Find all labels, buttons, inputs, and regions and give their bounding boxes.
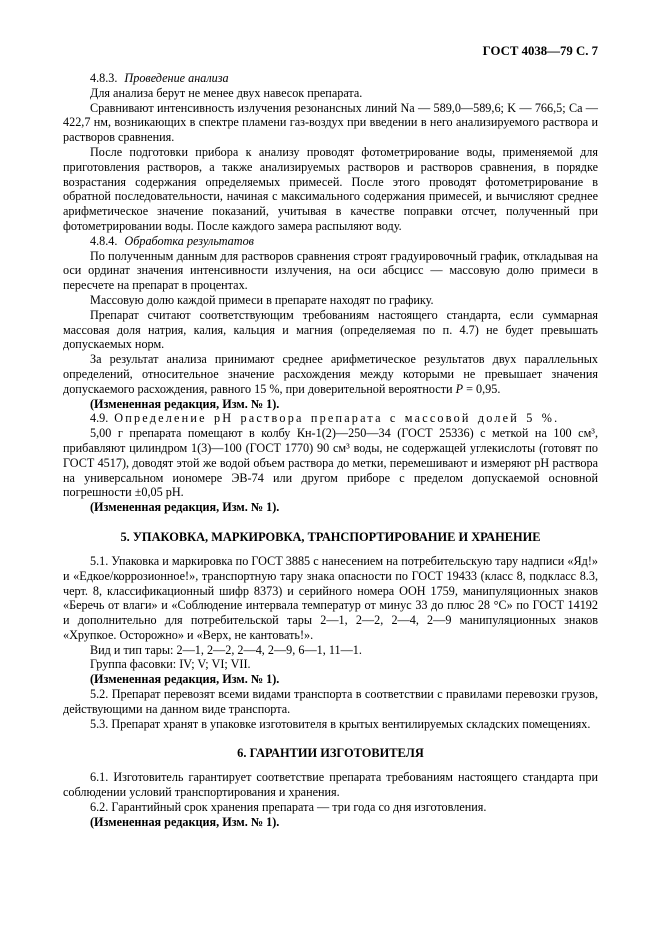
section-5-heading: 5. УПАКОВКА, МАРКИРОВКА, ТРАНСПОРТИРОВАНИЕ И ХРАНЕНИЕ [120, 529, 541, 544]
result-text-after: = 0,95. [463, 381, 501, 396]
paragraph-4-8-4-2: Массовую долю каждой примеси в препарате находят по графику. [90, 292, 434, 307]
result-text-before: За результат анализа принимают среднее арифметическое результатов двух параллельных определений, относительное значение расхождения между которыми не превышает значения допускаемого расхождения, равного 15 %, при доверительной вероятности [63, 352, 598, 396]
paragraph-4-8-3-1: Для анализа берут не менее двух навесок препарата. [90, 85, 363, 100]
amendment-note-2: (Измененная редакция, Изм. № 1). [90, 500, 280, 515]
section-6-heading: 6. ГАРАНТИИ ИЗГОТОВИТЕЛЯ [237, 746, 424, 761]
clause-4-8-3-number: 4.8.3. [90, 71, 118, 85]
amendment-note-3: (Измененная редакция, Изм. № 1). [90, 672, 280, 687]
clause-4-9-title: Определение рН раствора препарата с массовой долей 5 %. [114, 411, 560, 426]
clause-4-9-number: 4.9. [90, 411, 109, 426]
paragraph-4-9-1: 5,00 г препарата помещают в колбу Кн-1(2)—250—34 (ГОСТ 25336) с меткой на 100 см³, прибавляют цилиндром 1(3)—100 (ГОСТ 1770) 90 см³ воды, не содержащей углекислоты (готовят по ГОСТ 4517), доводят этой же водой объем раствора до метки, перемешивают и измеряют рН раствора на универсальном иономере ЭВ-74 или другом приборе с пределом допускаемой основной погрешности ±0,05 рН. [63, 426, 598, 500]
amendment-note-4: (Измененная редакция, Изм. № 1). [90, 814, 280, 829]
doc-code: ГОСТ 4038—79 С. 7 [482, 44, 598, 58]
paragraph-4-8-4-3: Препарат считают соответствующим требованиям настоящего стандарта, если суммарная массовая доля натрия, калия, кальция и магния (определяемая по п. 4.7) не будет превышать допускаемых норм. [63, 307, 598, 352]
clause-4-8-3-title: Проведение анализа [124, 71, 229, 85]
clause-4-8-4-title: Обработка результатов [124, 233, 254, 248]
paragraph-5-1: 5.1. Упаковка и маркировка по ГОСТ 3885 с нанесением на потребительскую тару надписи «Яд!» и «Едкое/коррозионное!», транспортную тару знака опасности по ГОСТ 19433 (класс 8, подкласс 8.3, черт. 8, классификационный шифр 8373) и серийного номера ООН 1759, манипуляционных знаков «Беречь от влаги» и «Соблюдение интервала температур от минус 33 до плюс 28 °С» по ГОСТ 14192 и дополнительно для потребительской тары 2—1, 2—2, 2—4, 2—9 манипуляционных знаков «Хрупкое. Осторожно» и «Верх, не кантовать!». [63, 553, 598, 642]
probability-variable: Р [455, 381, 464, 396]
paragraph-6-1: 6.1. Изготовитель гарантирует соответствие препарата требованиям настоящего стандарта при соблюдении условий транспортирования и хранения. [63, 770, 598, 800]
paragraph-4-8-3-3: После подготовки прибора к анализу проводят фотометрирование воды, применяемой для приготовления растворов, а также анализируемых растворов и растворов сравнения, в порядке возрастания содержания определяемых примесей. После этого проводят фотометрирование в обратной последовательности, начиная с максимального содержания примесей, и вычисляют среднее арифметическое значение показаний, учитывая в качестве поправки отсчет, полученный при фотометрировании воды. После каждого замера распыляют воду. [63, 144, 598, 233]
paragraph-5-1-packing-group: Группа фасовки: IV; V; VI; VII. [90, 657, 251, 672]
paragraph-5-3: 5.3. Препарат хранят в упаковке изготовителя в крытых вентилируемых складских помещениях. [90, 716, 591, 731]
paragraph-4-8-4-result [63, 352, 598, 396]
doc-header [63, 44, 598, 59]
paragraph-5-2: 5.2. Препарат перевозят всеми видами транспорта в соответствии с правилами перевозки грузов, действующими на данном виде транспорта. [63, 687, 598, 716]
clause-4-8-4-heading [63, 234, 598, 249]
paragraph-4-8-4-1: По полученным данным для растворов сравнения строят градуировочный график, откладывая на оси ординат значения интенсивности излучения, на оси абсцисс — массовую долю примеси в пересчете на препарат в процентах. [63, 248, 598, 293]
clause-4-8-4-number: 4.8.4. [90, 233, 118, 248]
clause-4-8-3-heading [63, 71, 598, 86]
clause-4-9-heading [63, 411, 598, 426]
amendment-note-1: (Измененная редакция, Изм. № 1). [90, 396, 280, 411]
paragraph-4-8-3-2: Сравнивают интенсивность излучения резонансных линий Na — 589,0—589,6; K — 766,5; Ca — 422,7 нм, возникающих в спектре пламени газ-воздух при введении в него анализируемого раствора и растворов сравнения. [63, 100, 598, 145]
paragraph-5-1-container-types: Вид и тип тары: 2—1, 2—2, 2—4, 2—9, 6—1, 11—1. [90, 642, 362, 657]
paragraph-6-2: 6.2. Гарантийный срок хранения препарата — три года со дня изготовления. [90, 800, 487, 815]
